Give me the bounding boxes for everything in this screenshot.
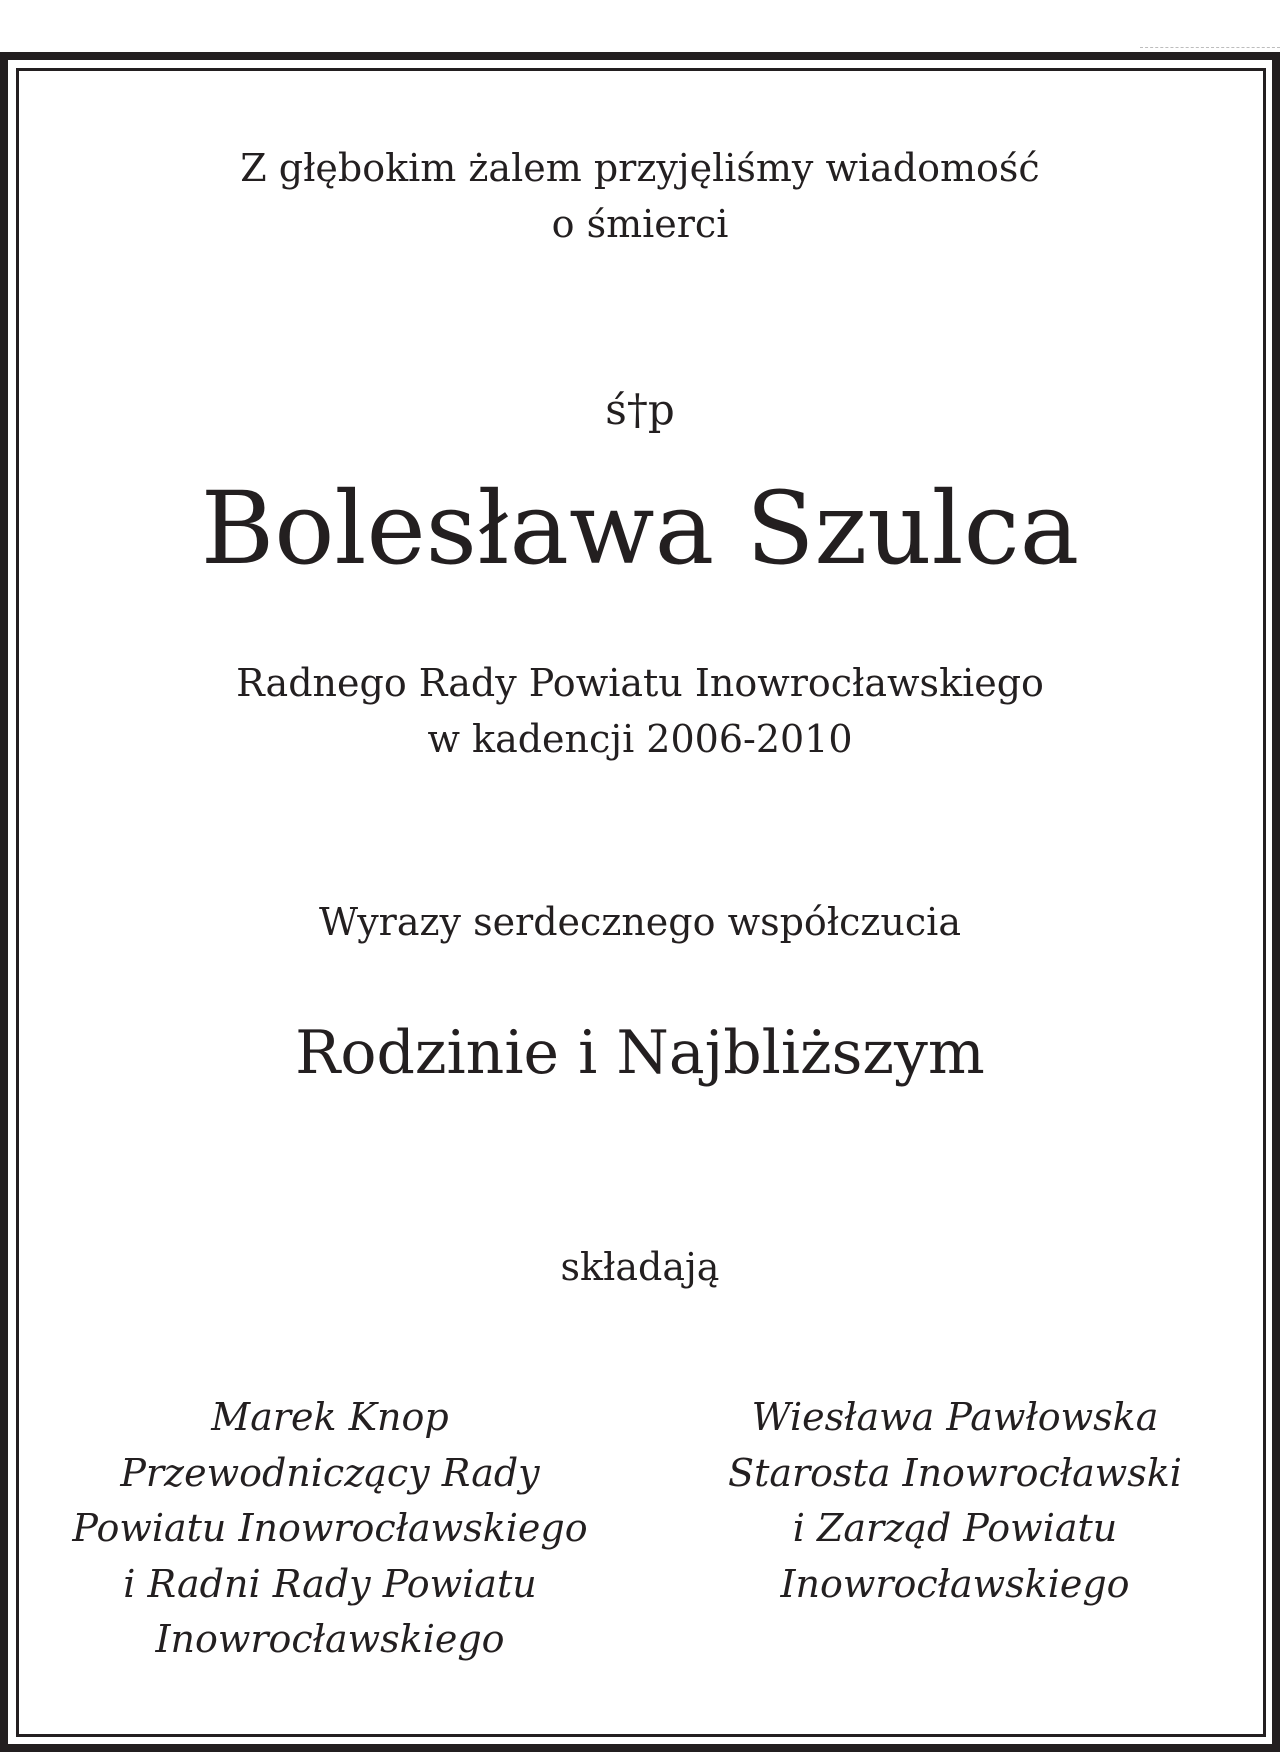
signatory-left-line: Marek Knop xyxy=(211,1395,449,1439)
signatory-left-line: i Radni Rady Powiatu xyxy=(123,1561,537,1606)
signatory-left-line: Powiatu Inowrocławskiego xyxy=(72,1506,588,1550)
role-line-1: Radnego Rady Powiatu Inowrocławskiego xyxy=(236,661,1044,705)
intro-line-2: o śmierci xyxy=(551,202,729,246)
intro-line-1: Z głębokim żalem przyjęliśmy wiadomość xyxy=(240,146,1040,190)
signatory-left-line: Inowrocławskiego xyxy=(155,1617,505,1661)
verb-text: składają xyxy=(560,1245,720,1289)
signatory-right-line: Wiesława Pawłowska xyxy=(751,1395,1159,1439)
recipients-text: Rodzinie i Najbliższym xyxy=(295,1018,985,1088)
stp-abbreviation: ś†p xyxy=(605,385,675,434)
deceased-name: Bolesława Szulca xyxy=(200,470,1080,587)
signatory-right-line: Inowrocławskiego xyxy=(780,1561,1130,1606)
signatory-right xyxy=(660,1390,1250,1612)
dotted-edge-mark xyxy=(1140,47,1280,48)
condolences-text: Wyrazy serdecznego współczucia xyxy=(318,900,961,944)
signatory-right-line: i Zarząd Powiatu xyxy=(792,1506,1118,1550)
signatory-left xyxy=(30,1390,630,1668)
role-line-2: w kadencji 2006-2010 xyxy=(427,717,853,761)
signatory-left-line: Przewodniczący Rady xyxy=(120,1450,540,1495)
signatory-right-line: Starosta Inowrocławski xyxy=(728,1450,1182,1495)
